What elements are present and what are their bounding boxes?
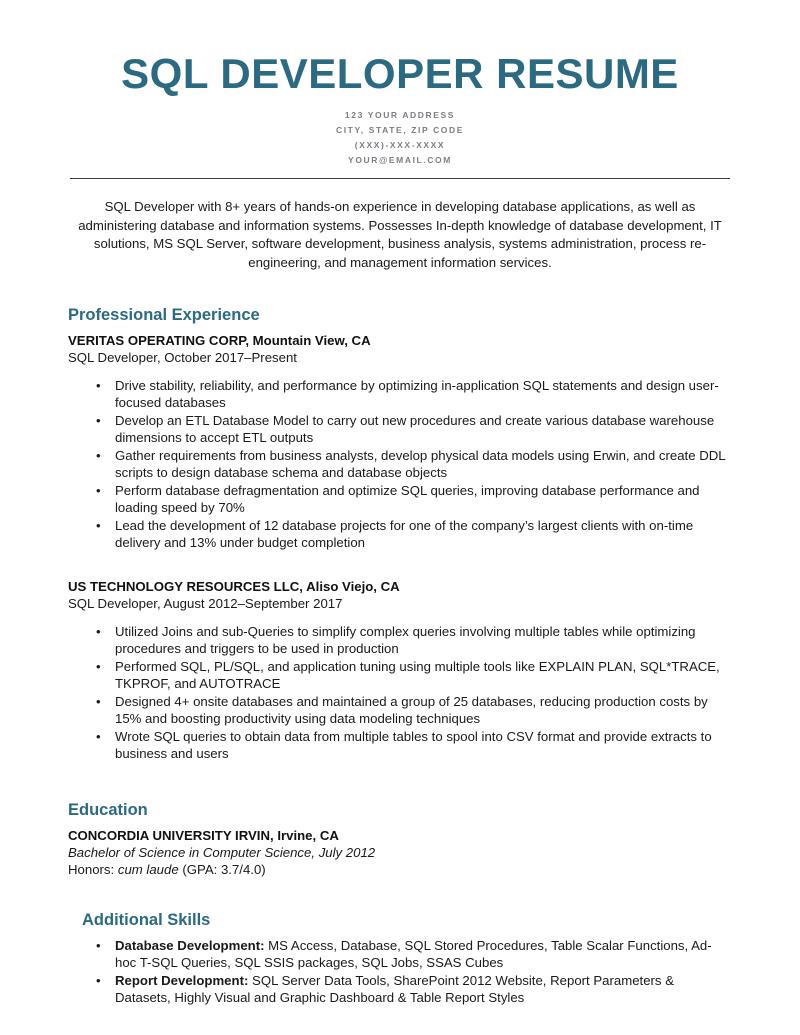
job-entry [68,578,732,762]
job-bullet-list [68,377,732,551]
job-role: SQL Developer, August 2012–September 2017 [68,596,343,612]
job-role: SQL Developer, October 2017–Present [68,350,297,366]
professional-summary: SQL Developer with 8+ years of hands-on experience in developing database applications, as well as administering database and information systems. Possesses In-depth knowledge of database development, IT solutions, MS SQL Server, software development, business analysis, systems administration, process re-engineering, and management information services. [78,199,722,270]
list-item [68,377,732,411]
education-school: CONCORDIA UNIVERSITY IRVIN, Irvine, CA [68,828,339,844]
contact-block [0,108,800,168]
job-bullet-list [68,623,732,762]
list-item [68,972,732,1006]
skill-detail-text: MS Access, Database, SQL Stored Procedures, Table Scalar Functions, Ad-hoc T-SQL Queries, SQL SSIS packages, SQL Jobs, SSAS Cubes [115,938,712,971]
section-heading-experience: Professional Experience [68,306,260,325]
list-item [68,412,732,446]
list-item [68,728,732,762]
skill-category-label: Report Development: [115,973,249,989]
education-honors [68,861,732,878]
section-heading-education: Education [68,801,148,820]
list-item [68,623,732,657]
job-company: US TECHNOLOGY RESOURCES LLC, Aliso Viejo, CA [68,579,400,595]
honors-gpa: (GPA: 3.7/4.0) [178,862,266,878]
bullet-text: Perform database defragmentation and optimize SQL queries, improving database performance and loading speed by 70% [115,482,700,516]
page-title: SQL DEVELOPER RESUME [121,50,679,97]
section-additional-skills [68,910,732,1006]
bullet-icon: • [96,378,101,394]
bullet-icon: • [96,728,101,744]
bullet-text: Designed 4+ onsite databases and maintained a group of 25 databases, reducing production costs by 15% and boosting productivity using data modeling techniques [115,693,708,727]
skill-detail-text: SQL Server Data Tools, SharePoint 2012 Website, Report Parameters & Datasets, Highly Visual and Graphic Dashboard & Table Report Styles [115,973,674,1006]
section-heading-skills: Additional Skills [82,911,211,930]
bullet-text: Wrote SQL queries to obtain data from multiple tables to spool into CSV format and provide extracts to business and users [115,728,712,762]
contact-phone: (XXX)-XXX-XXXX [354,140,446,151]
list-item [68,482,732,516]
resume-header [0,0,800,179]
bullet-icon: • [96,693,101,709]
bullet-icon: • [96,624,101,640]
bullet-text: Utilized Joins and sub-Queries to simplify complex queries involving multiple tables while optimizing procedures and triggers to be used in production [115,624,696,657]
education-degree: Bachelor of Science in Computer Science, July 2012 [68,845,376,861]
bullet-icon: • [96,413,101,428]
section-professional-experience [68,305,732,762]
bullet-text: Drive stability, reliability, and performance by optimizing in-application SQL statements and design user-focused databases [115,378,719,411]
honors-label: Honors: [68,862,118,878]
contact-city-state-zip: CITY, STATE, ZIP CODE [335,125,465,136]
bullet-text: Develop an ETL Database Model to carry out new procedures and create various database warehouse dimensions to accept ETL outputs [115,413,715,446]
bullet-icon: • [96,482,101,498]
skills-list [68,937,732,1006]
bullet-text: Lead the development of 12 database projects for one of the company’s largest clients with on-time delivery and 13% under budget completion [115,517,694,550]
list-item [68,658,732,692]
honors-distinction: cum laude [117,862,179,878]
contact-email: YOUR@EMAIL.COM [348,155,452,166]
skill-category-label: Database Development: [115,938,265,954]
list-item [68,447,732,481]
bullet-icon: • [96,938,101,954]
job-company: VERITAS OPERATING CORP, Mountain View, CA [68,333,371,349]
bullet-icon: • [96,517,101,533]
contact-address: 123 YOUR ADDRESS [344,110,456,121]
list-item [68,517,732,551]
header-divider [70,178,730,179]
list-item [68,693,732,727]
section-education [68,800,732,878]
job-entry [68,332,732,551]
bullet-text: Performed SQL, PL/SQL, and application tuning using multiple tools like EXPLAIN PLAN, SQL*TRACE, TKPROF, and AUTOTRACE [115,659,720,692]
bullet-icon: • [96,447,101,463]
bullet-icon: • [96,973,101,989]
bullet-text: Gather requirements from business analysts, develop physical data models using Erwin, and create DDL scripts to design database schema and database objects [115,447,726,481]
bullet-icon: • [96,659,101,675]
list-item [68,937,732,971]
